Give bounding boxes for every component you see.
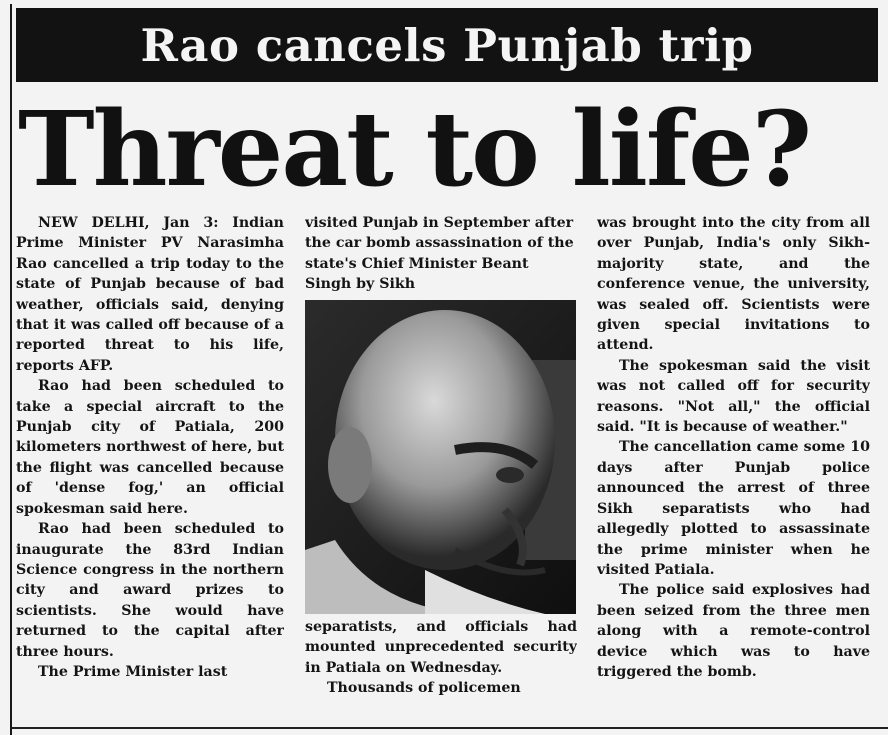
headline: Threat to life? (18, 89, 811, 210)
left-border-rule (10, 4, 12, 735)
article-column-2-top (305, 213, 577, 299)
portrait-photo (305, 300, 576, 614)
paragraph: Thousands of policemen (327, 680, 521, 697)
paragraph: The cancellation came some 10 days after Punjab police announced the arrest of three Sikh separatists who had allegedly plotted to assassinate the prime minister when he visited Patiala. (597, 439, 870, 578)
paragraph: Rao had been scheduled to take a special aircraft to the Punjab city of Patiala, 200 kilometers northwest of here, but the flight was cancelled because of 'dense fog,' an official spokesman said here. (16, 378, 284, 517)
paragraph: The Prime Minister last (38, 663, 228, 680)
paragraph: The police said explosives had been seized from the three men along with a remote-control device which was to have triggered the bomb. (597, 582, 870, 680)
article-column-1 (16, 213, 284, 723)
kicker-banner (16, 8, 878, 82)
paragraph: was brought into the city from all over Punjab, India's only Sikh-majority state, and the conference venue, the university, was sealed off. Scientists were given special invitations to attend. (597, 215, 870, 354)
paragraph: Rao had been scheduled to inaugurate the 83rd Indian Science congress in the northern city and award prizes to scientists. She would have returned to the capital after three hours. (16, 521, 284, 660)
article-column-2-bottom (305, 617, 577, 723)
kicker-text: Rao cancels Punjab trip (140, 18, 754, 72)
paragraph: visited Punjab in September after the car bomb assassination of the state's Chief Minister Beant Singh by Sikh (305, 215, 574, 293)
article-column-3 (597, 213, 870, 723)
paragraph: separatists, and officials had mounted unprecedented security in Patiala on Wednesday. (305, 619, 577, 676)
bottom-border-rule (12, 727, 888, 729)
paragraph: The spokesman said the visit was not called off for security reasons. "Not all," the official said. "It is because of weather." (597, 357, 870, 436)
portrait-image (305, 300, 576, 614)
paragraph: NEW DELHI, Jan 3: Indian Prime Minister PV Narasimha Rao cancelled a trip today to the state of Punjab because of bad weather, officials said, denying that it was called off because of a reported threat to his life, reports AFP. (16, 215, 284, 374)
